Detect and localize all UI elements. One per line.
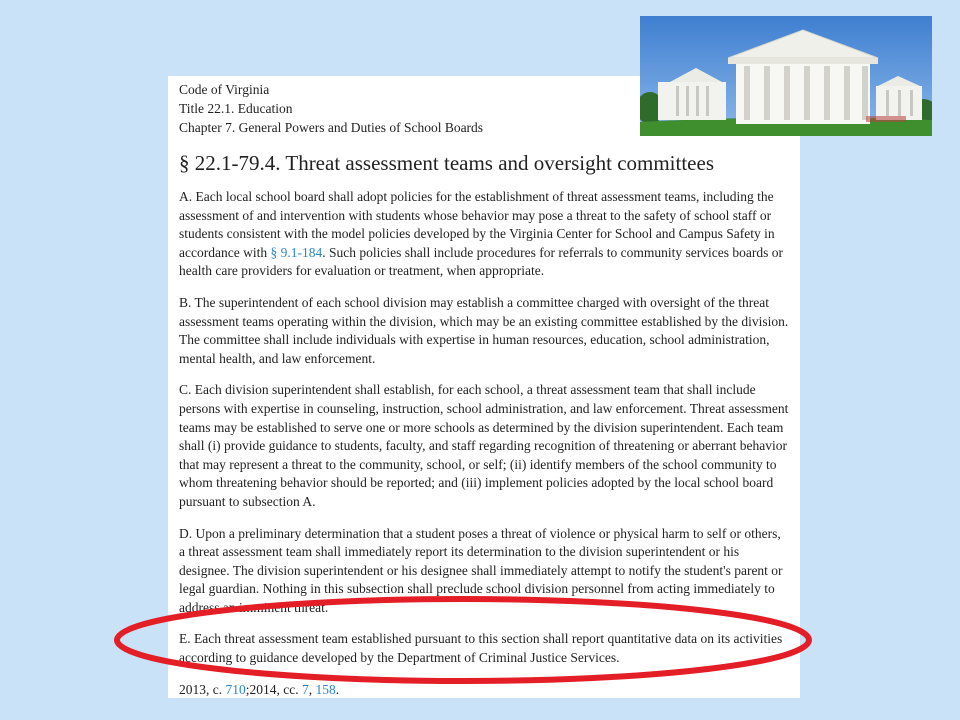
paragraph-a-text-1: A. Each local school board shall adopt policies for the establishment of threat assessment teams, including the assessment of and intervention with students whose behavior may pose a threat to the safety of school staff or students consistent with the model policies developed by the Virginia Center for School and Campus Safety in accordance with: [179, 189, 775, 260]
breadcrumb-chapter[interactable]: Chapter 7. General Powers and Duties of School Boards: [179, 120, 484, 135]
section-link-9-1-184[interactable]: § 9.1-184: [270, 244, 323, 260]
history-sep: ,: [308, 681, 316, 697]
capitol-building-photo: [640, 16, 932, 136]
history-suffix: .: [335, 681, 340, 697]
legislative-history: [179, 681, 790, 698]
history-link-158[interactable]: 158: [315, 681, 336, 697]
paragraph-d: D. Upon a preliminary determination that a student poses a threat of violence or physical harm to self or others, a threat assessment team shall immediately report its determination to the division superintendent or his designee. The division superintendent or his designee shall immediately attempt to notify the student's parent or legal guardian. Nothing in this subsection shall preclude school division personnel from acting immediately to address an imminent threat.: [179, 525, 783, 615]
history-link-710[interactable]: 710: [225, 681, 246, 697]
paragraph-a: [179, 188, 790, 281]
paragraph-e: E. Each threat assessment team established pursuant to this section shall report quantitative data on its activities according to guidance developed by the Department of Criminal Justice Services.: [179, 631, 783, 666]
history-prefix: 2013, c.: [179, 681, 226, 697]
paragraph-c: C. Each division superintendent shall establish, for each school, a threat assessment team that shall include persons with expertise in counseling, instruction, school administration, and law enforcement. Threat assessment teams may be established to serve one or more schools as determined by the division superintendent. Each team shall (i) provide guidance to students, faculty, and staff regarding recognition of threatening or aberrant behavior that may represent a threat to the community, school, or self; (ii) identify members of the school community to whom threatening behavior should be reported; and (iii) implement policies adopted by the local school board pursuant to subsection A.: [179, 382, 789, 509]
breadcrumb-code[interactable]: Code of Virginia: [179, 82, 270, 97]
section-title: § 22.1-79.4. Threat assessment teams and oversight committees: [179, 151, 714, 175]
paragraph-a-text-2: . Such policies shall include procedures for referrals to community services boards or health care providers for evaluation or treatment, when appropriate.: [179, 244, 783, 279]
paragraph-b: B. The superintendent of each school division may establish a committee charged with oversight of the threat assessment teams operating within the division, which may be an existing committee established by the division. The committee shall include individuals with expertise in human resources, education, school administration, mental health, and law enforcement.: [179, 294, 789, 366]
breadcrumb-title[interactable]: Title 22.1. Education: [179, 101, 293, 116]
statute-page: [168, 76, 800, 698]
history-link-7[interactable]: 7: [302, 681, 309, 697]
history-middle: ;2014, cc.: [245, 681, 302, 697]
left-wing: [658, 82, 726, 120]
